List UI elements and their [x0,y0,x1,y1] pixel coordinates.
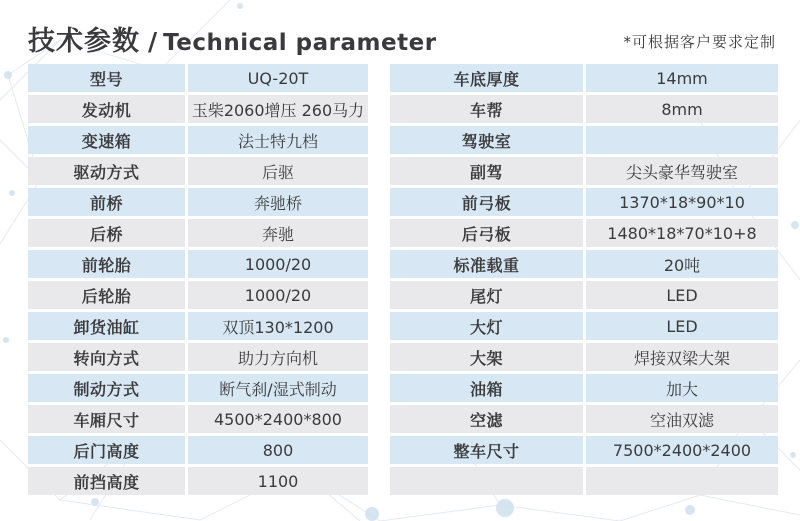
page-title-english: Technical parameter [163,30,437,56]
table-row [28,64,368,92]
param-label-cell: 前弓板 [390,188,583,216]
page-title [28,19,437,58]
param-value-cell: UQ-20T [188,64,368,92]
param-value-cell: 14mm [586,64,778,92]
table-row [28,374,368,402]
param-label-cell: 大架 [390,343,583,371]
param-label-cell: 尾灯 [390,281,583,309]
table-row [28,126,368,154]
param-label-cell: 后门高度 [28,436,185,464]
param-value-cell: 1370*18*90*10 [586,188,778,216]
param-value-cell: 1480*18*70*10+8 [586,219,778,247]
param-label-cell: 大灯 [390,312,583,340]
table-row [390,126,778,154]
table-row [28,405,368,433]
table-row [28,95,368,123]
left-parameter-table [28,64,368,498]
table-row [390,219,778,247]
param-label-cell: 整车尺寸 [390,436,583,464]
right-parameter-table [390,64,778,498]
param-label-cell: 卸货油缸 [28,312,185,340]
param-label-cell: 制动方式 [28,374,185,402]
param-value-cell: 断气刹/湿式制动 [188,374,368,402]
table-row [390,250,778,278]
param-value-cell: LED [586,281,778,309]
param-value-cell: 后驱 [188,157,368,185]
table-row [28,157,368,185]
param-value-cell: 玉柴2060增压 260马力 [188,95,368,123]
param-label-cell: 发动机 [28,95,185,123]
param-value-cell: 1000/20 [188,250,368,278]
table-row [390,64,778,92]
param-value-cell: 双顶130*1200 [188,312,368,340]
param-label-cell: 变速箱 [28,126,185,154]
table-row [28,436,368,464]
table-row [390,467,778,495]
table-row [28,343,368,371]
param-label-cell: 前桥 [28,188,185,216]
param-value-cell [586,467,778,495]
param-label-cell: 后轮胎 [28,281,185,309]
param-value-cell: 加大 [586,374,778,402]
param-label-cell: 油箱 [390,374,583,402]
param-label-cell: 后弓板 [390,219,583,247]
param-label-cell: 副驾 [390,157,583,185]
table-row [28,467,368,495]
param-value-cell: 20吨 [586,250,778,278]
param-label-cell: 驾驶室 [390,126,583,154]
param-value-cell: 助力方向机 [188,343,368,371]
table-row [390,436,778,464]
table-row [390,95,778,123]
param-value-cell: 法士特九档 [188,126,368,154]
param-value-cell: 焊接双梁大架 [586,343,778,371]
parameter-tables-container [28,64,778,498]
header [0,0,800,58]
table-row [390,281,778,309]
param-value-cell: 1000/20 [188,281,368,309]
param-value-cell: 尖头豪华驾驶室 [586,157,778,185]
param-label-cell: 空滤 [390,405,583,433]
param-value-cell: 800 [188,436,368,464]
param-value-cell: 8mm [586,95,778,123]
table-row [28,312,368,340]
param-label-cell: 前轮胎 [28,250,185,278]
param-value-cell: 4500*2400*800 [188,405,368,433]
param-label-cell: 车帮 [390,95,583,123]
table-row [390,405,778,433]
page-title-chinese: 技术参数 [28,26,140,57]
table-row [28,188,368,216]
title-separator: / [148,27,158,56]
param-value-cell: 空油双滤 [586,405,778,433]
param-label-cell: 标准载重 [390,250,583,278]
table-row [390,343,778,371]
param-label-cell: 转向方式 [28,343,185,371]
customization-note: *可根据客户要求定制 [623,33,776,51]
param-value-cell: 1100 [188,467,368,495]
table-row [28,281,368,309]
param-label-cell: 驱动方式 [28,157,185,185]
table-row [390,312,778,340]
param-value-cell: 奔驰 [188,219,368,247]
table-row [390,157,778,185]
table-row [28,250,368,278]
param-value-cell: 奔驰桥 [188,188,368,216]
param-value-cell: LED [586,312,778,340]
param-label-cell: 型号 [28,64,185,92]
param-label-cell: 后桥 [28,219,185,247]
param-value-cell [586,126,778,154]
param-label-cell: 前挡高度 [28,467,185,495]
table-row [390,188,778,216]
table-row [28,219,368,247]
table-row [390,374,778,402]
param-label-cell: 车底厚度 [390,64,583,92]
param-label-cell: 车厢尺寸 [28,405,185,433]
param-value-cell: 7500*2400*2400 [586,436,778,464]
param-label-cell [390,467,583,495]
